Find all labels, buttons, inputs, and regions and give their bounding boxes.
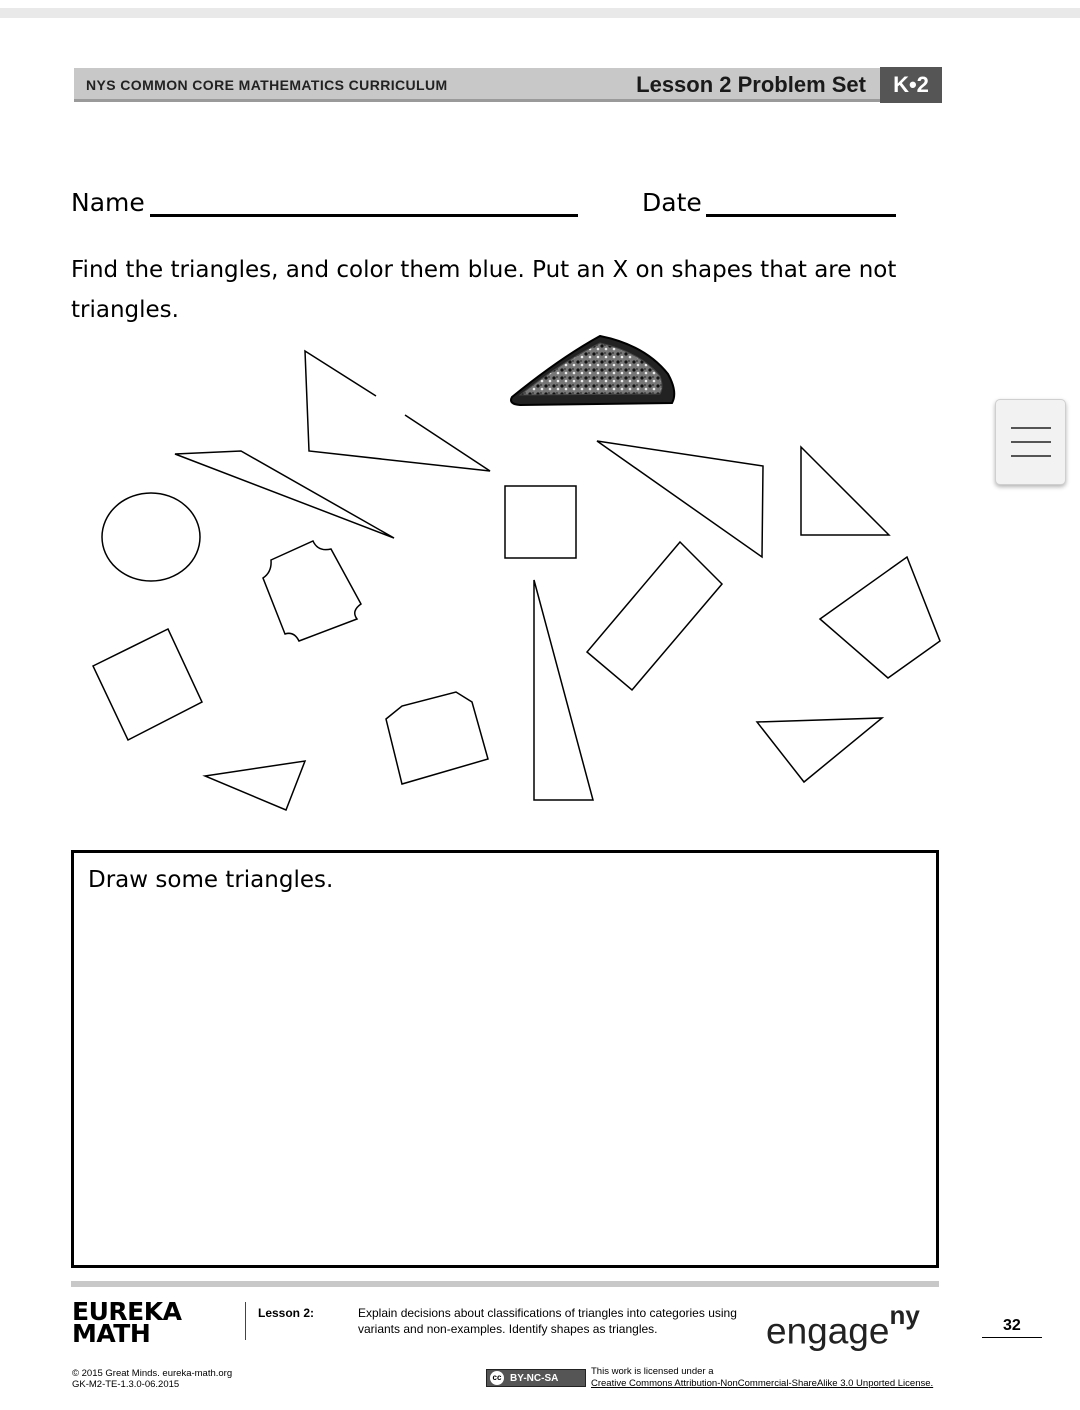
square-shape[interactable] [505, 486, 576, 558]
pentagon-shape[interactable] [386, 692, 488, 784]
date-label: Date [642, 188, 702, 217]
license-intro: This work is licensed under a [591, 1366, 714, 1377]
square-shape[interactable] [93, 629, 202, 740]
triangle-shape[interactable] [305, 351, 490, 471]
quadrilateral-shape[interactable] [820, 557, 940, 678]
lesson-objective: Explain decisions about classifications of triangles into categories using variants and non-examples. Identify shapes as triangles. [358, 1306, 737, 1336]
page-number-underline [982, 1337, 1042, 1338]
cc-badge-label: BY-NC-SA [510, 1373, 559, 1384]
copyright-line: © 2015 Great Minds. eureka-math.org [72, 1368, 233, 1379]
triangle-shape[interactable] [205, 761, 305, 810]
triangle-shape[interactable] [597, 441, 763, 557]
document-code: GK-M2-TE-1.3.0-06.2015 [72, 1379, 180, 1390]
drawing-prompt: Draw some triangles. [88, 867, 334, 893]
hamburger-icon [1011, 441, 1051, 443]
cc-icon: cc [490, 1371, 504, 1385]
copyright [72, 1368, 232, 1390]
grade-module-badge: K•2 [880, 67, 942, 103]
triangle-shape[interactable] [175, 451, 394, 538]
cc-license-badge[interactable] [486, 1369, 586, 1387]
lesson-title: Lesson 2 Problem Set [636, 72, 866, 97]
name-label: Name [71, 188, 145, 217]
rectangle-shape[interactable] [587, 542, 722, 690]
footer-separator [245, 1302, 246, 1340]
logo-line-2: MATH [72, 1319, 151, 1348]
octagon-shape[interactable] [263, 541, 361, 641]
footer-divider [71, 1281, 939, 1287]
logo-line-1: EUREKA [72, 1297, 182, 1326]
triangle-shape[interactable] [801, 447, 889, 535]
lesson-reference: Lesson 2: [258, 1306, 315, 1320]
drawing-area[interactable] [71, 850, 939, 1268]
menu-button[interactable] [995, 399, 1066, 485]
instructions: Find the triangles, and color them blue. Put an X on shapes that are not triangles. [71, 257, 897, 323]
page-number: 32 [1003, 1317, 1021, 1334]
curriculum-label: NYS COMMON CORE MATHEMATICS CURRICULUM [86, 77, 448, 93]
hamburger-icon [1011, 427, 1051, 429]
license-link[interactable]: Creative Commons Attribution-NonCommercial-ShareAlike 3.0 Unported License. [591, 1378, 934, 1389]
ny-superscript: ny [889, 1300, 920, 1330]
engageny-logo [766, 1300, 920, 1352]
triangle-shape[interactable] [534, 580, 593, 800]
pizza-slice-image[interactable] [511, 336, 674, 405]
hamburger-icon [1011, 455, 1051, 457]
engage-text: engage [766, 1310, 890, 1352]
circle-shape[interactable] [102, 493, 200, 581]
eureka-math-logo [72, 1297, 182, 1348]
license-text [591, 1366, 933, 1390]
triangle-shape[interactable] [757, 718, 882, 782]
